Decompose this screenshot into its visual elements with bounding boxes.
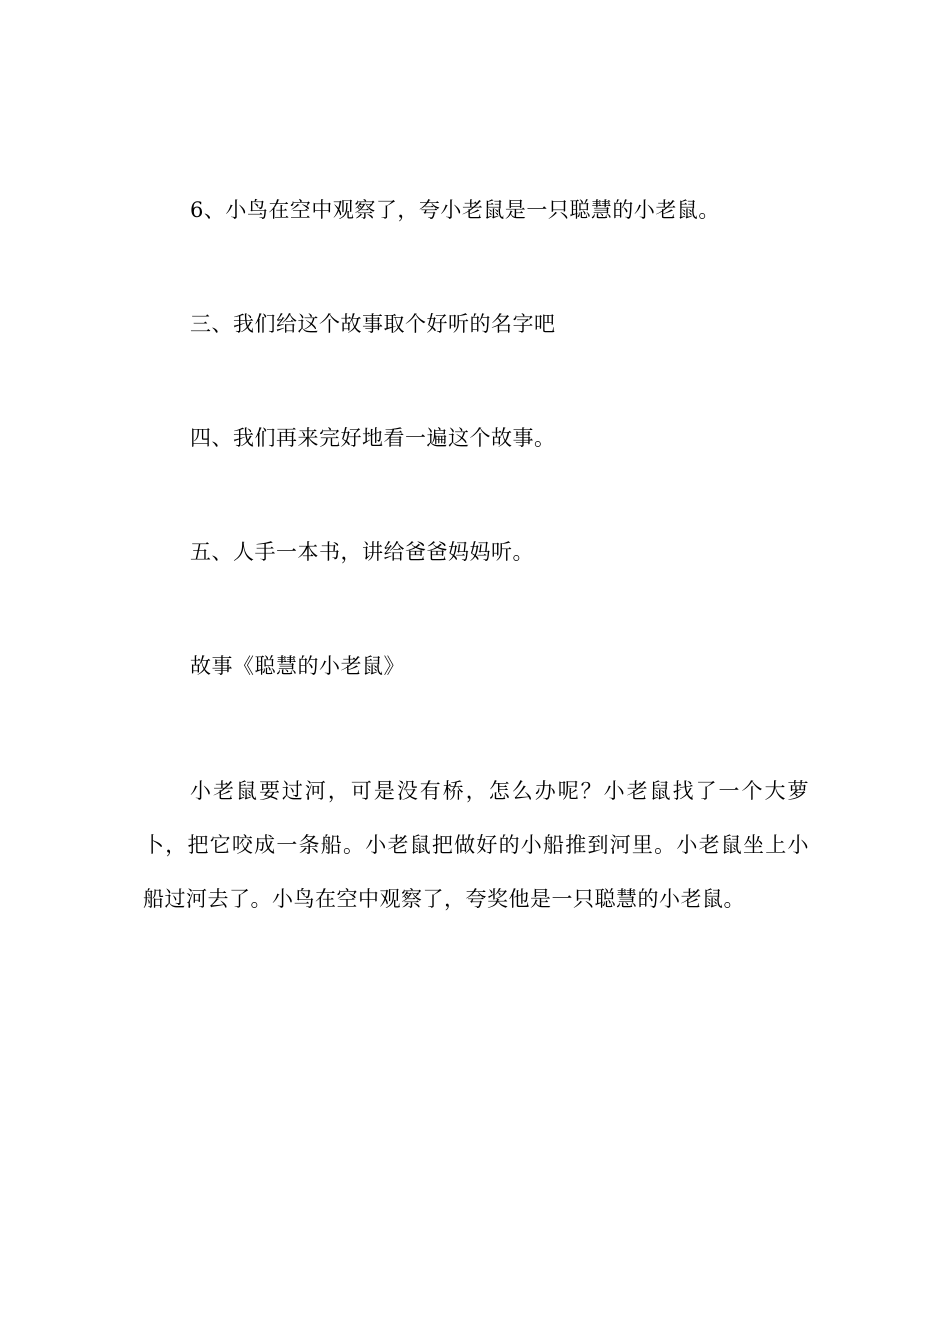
paragraph-section-4: 四、我们再来完好地看一遍这个故事。 <box>190 426 556 450</box>
story-body: 小老鼠要过河，可是没有桥，怎么办呢？小老鼠找了一个大萝卜，把它咬成一条船。小老鼠把做好的小船推到河里。小老鼠坐上小船过河去了。小鸟在空中观察了，夸奖他是一只聪慧的小老鼠。 <box>143 779 809 911</box>
story-title: 故事《聪慧的小老鼠》 <box>190 654 405 678</box>
paragraph-section-3: 三、我们给这个故事取个好听的名字吧 <box>190 312 556 336</box>
paragraph-section-5: 五、人手一本书，讲给爸爸妈妈听。 <box>190 540 534 564</box>
paragraph-item-6: 6、小鸟在空中观察了，夸小老鼠是一只聪慧的小老鼠。 <box>190 198 720 222</box>
